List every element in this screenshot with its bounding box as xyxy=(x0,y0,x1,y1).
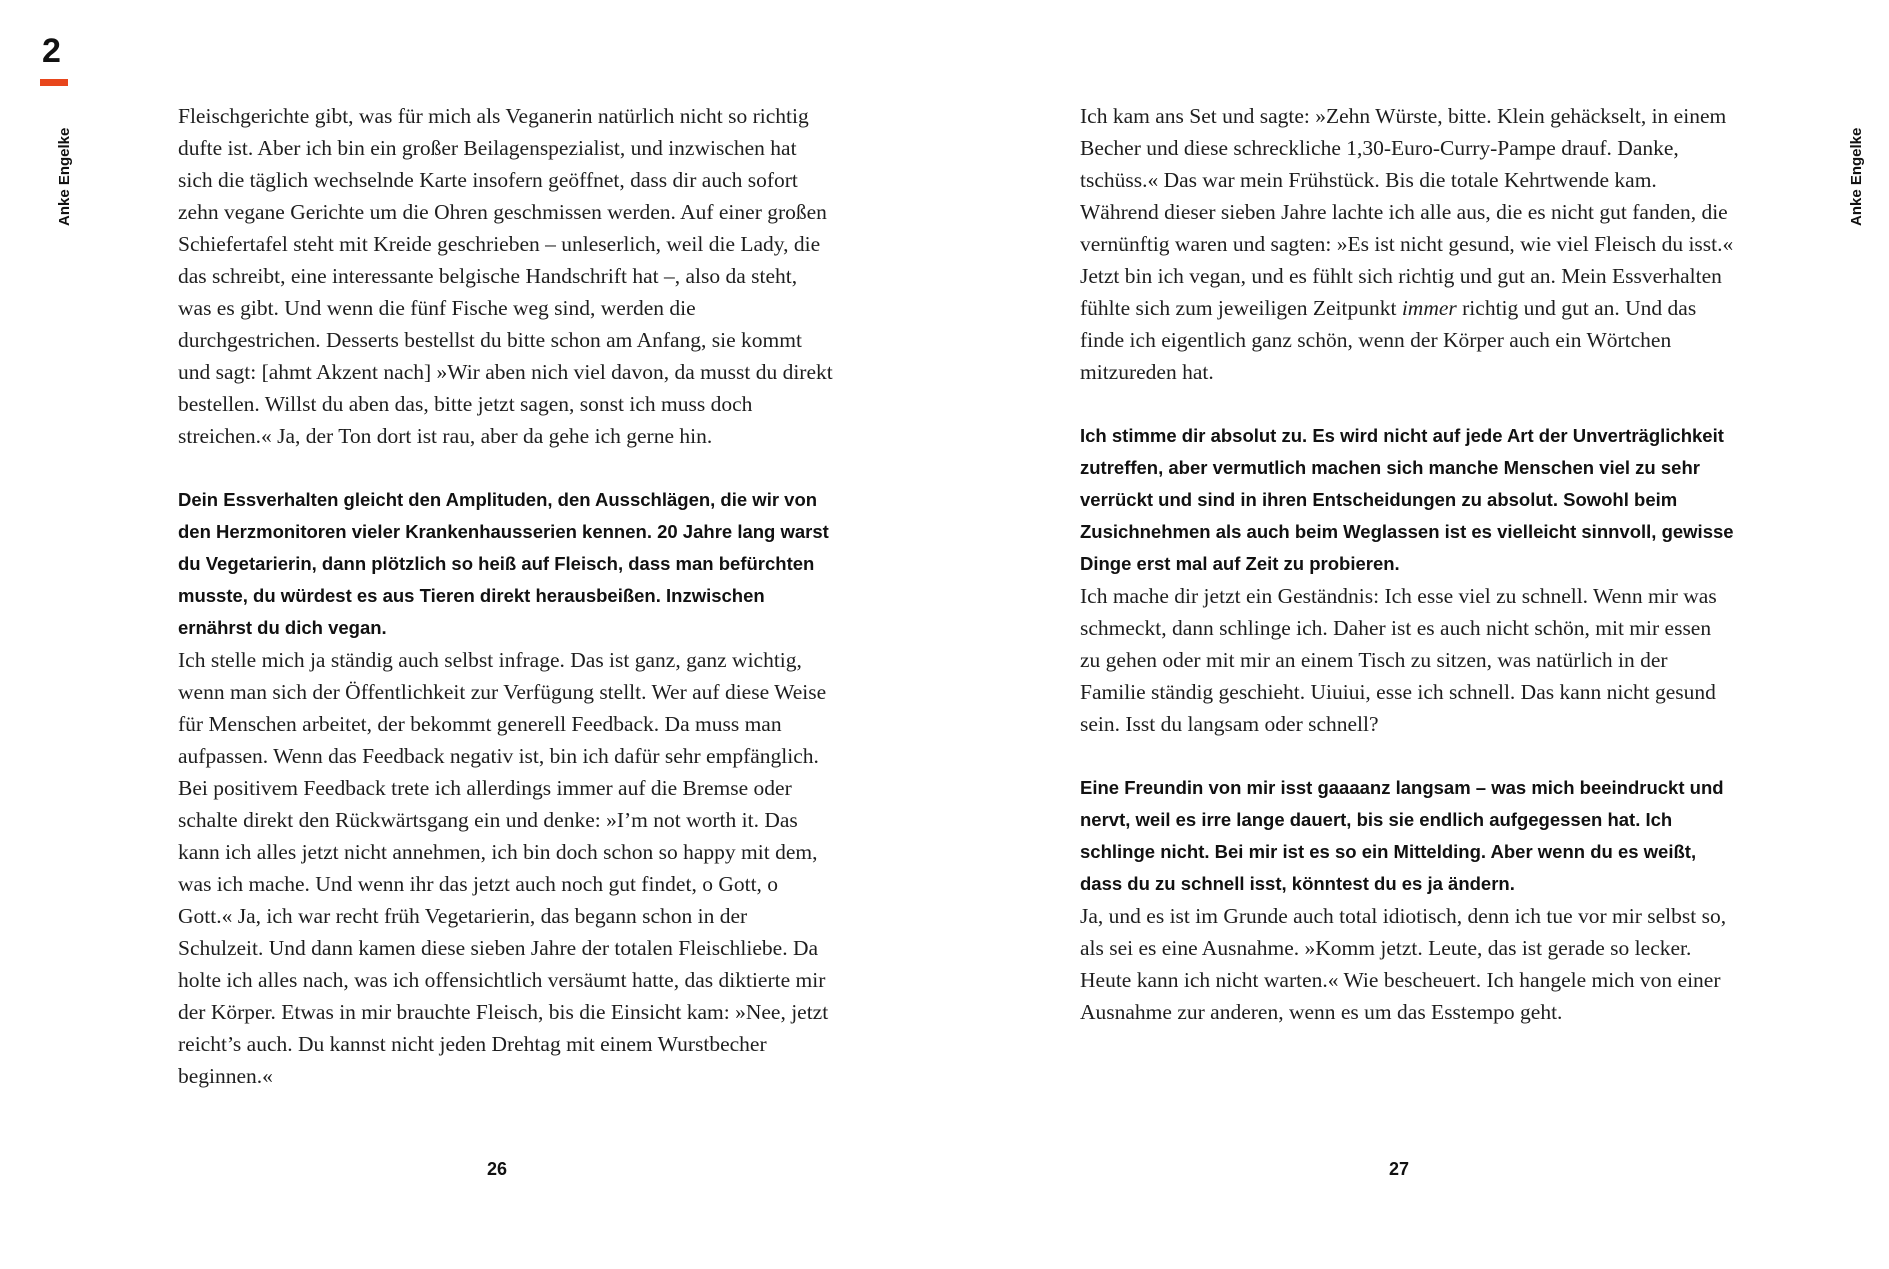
running-head-left: Anke Engelke xyxy=(56,127,73,226)
body-paragraph: Fleischgerichte gibt, was für mich als Veganerin natürlich nicht so richtig dufte ist. Aber ich bin ein großer Beilagenspezialist, und inzwischen hat sich die täglich wechselnde Karte insofern geöffnet, dass dir auch sofort zehn vegane Gerichte um die Ohren geschmissen werden. Auf einer großen Schiefertafel steht mit Kreide geschrieben – unleserlich, weil die Lady, die das schreibt, eine interessante belgische Handschrift hat –, also da steht, was es gibt. Und wenn die fünf Fische weg sind, werden die durchgestrichen. Desserts bestellst du bitte schon am Anfang, sie kommt und sagt: [ahmt Akzent nach] »Wir aben nich viel davon, da musst du direkt bestellen. Willst du aben das, bitte jetzt sagen, sonst ich muss doch streichen.« Ja, der Ton dort ist rau, aber da gehe ich gerne hin. xyxy=(178,104,833,448)
body-text-segment: richtig und gut an. Und das finde ich eigentlich ganz schön, wenn der Körper auch ein Wörtchen mitzureden hat. xyxy=(1080,296,1697,384)
right-page-column xyxy=(1080,100,1735,1028)
body-paragraph xyxy=(1080,100,1735,388)
interview-question: Eine Freundin von mir isst gaaaanz langsam – was mich beeindruckt und nervt, weil es irre lange dauert, bis sie endlich aufgegessen hat. Ich schlinge nicht. Bei mir ist es so ein Mittelding. Aber wenn du es weißt, dass du zu schnell isst, könntest du es ja ändern. xyxy=(1080,777,1724,894)
body-paragraph: Ja, und es ist im Grunde auch total idiotisch, denn ich tue vor mir selbst so, als sei es eine Ausnahme. »Komm jetzt. Leute, das ist gerade so lecker. Heute kann ich nicht warten.« Wie bescheuert. Ich hangele mich von einer Ausnahme zur anderen, wenn es um das Esstempo geht. xyxy=(1080,904,1727,1024)
chapter-number: 2 xyxy=(42,32,61,70)
body-paragraph: Ich mache dir jetzt ein Geständnis: Ich esse viel zu schnell. Wenn mir was schmeckt, dann schlinge ich. Daher ist es auch nicht schön, mit mir essen zu gehen oder mit mir an einem Tisch zu sitzen, was natürlich in der Familie ständig geschieht. Uiuiui, esse ich schnell. Das kann nicht gesund sein. Isst du langsam oder schnell? xyxy=(1080,584,1717,736)
page-number-right: 27 xyxy=(1389,1159,1410,1179)
page-number-left: 26 xyxy=(487,1159,508,1179)
body-paragraph: Ich stelle mich ja ständig auch selbst infrage. Das ist ganz, ganz wichtig, wenn man sich der Öffentlichkeit zur Verfügung stellt. Wer auf diese Weise für Menschen arbeitet, der bekommt generell Feedback. Da muss man aufpassen. Wenn das Feedback negativ ist, bin ich dafür sehr empfänglich. Bei positivem Feedback trete ich allerdings immer auf die Bremse oder schalte direkt den Rückwärtsgang ein und denke: »I’m not worth it. Das kann ich alles jetzt nicht annehmen, ich bin doch schon so happy mit dem, was ich mache. Und wenn ihr das jetzt auch noch gut findet, o Gott, o Gott.« Ja, ich war recht früh Vegetarierin, das begann schon in der Schulzeit. Und dann kamen diese sieben Jahre der totalen Fleischliebe. Da holte ich alles nach, was ich offensichtlich versäumt hatte, das diktierte mir der Körper. Etwas in mir brauchte Fleisch, bis die Einsicht kam: »Nee, jetzt reicht’s auch. Du kannst nicht jeden Drehtag mit einem Wurstbecher beginnen.« xyxy=(178,648,829,1088)
body-text-segment: Ich kam ans Set und sagte: »Zehn Würste, bitte. Klein gehäckselt, in einem Becher und diese schreckliche 1,30-Euro-Curry-Pampe drauf. Danke, tschüss.« Das war mein Frühstück. Bis die totale Kehrtwende kam. Während dieser sieben Jahre lachte ich alle aus, die es nicht gut fanden, die vernünftig waren und sagten: »Es ist nicht gesund, wie viel Fleisch du isst.« Jetzt bin ich vegan, und es fühlt sich richtig und gut an. Mein Essverhalten fühlte sich zum jeweiligen Zeitpunkt xyxy=(1080,104,1734,320)
paragraph-gap xyxy=(1080,388,1735,420)
emphasis-word: immer xyxy=(1401,296,1457,320)
interview-question: Dein Essverhalten gleicht den Amplituden, den Ausschlägen, die wir von den Herzmonitoren vieler Krankenhausserien kennen. 20 Jahre lang warst du Vegetarierin, dann plötzlich so heiß auf Fleisch, dass man befürchten musste, du würdest es aus Tieren direkt herausbeißen. Inzwischen ernährst du dich vegan. xyxy=(178,489,829,638)
paragraph-gap xyxy=(178,452,833,484)
running-head-right: Anke Engelke xyxy=(1848,127,1865,226)
interview-question: Ich stimme dir absolut zu. Es wird nicht auf jede Art der Unverträglichkeit zutreffen, aber vermutlich machen sich manche Menschen viel zu sehr verrückt und sind in ihren Entscheidungen zu absolut. Sowohl beim Zusichnehmen als auch beim Weglassen ist es vielleicht sinnvoll, gewisse Dinge erst mal auf Zeit zu probieren. xyxy=(1080,425,1734,574)
paragraph-gap xyxy=(1080,740,1735,772)
left-page-column xyxy=(178,100,833,1092)
